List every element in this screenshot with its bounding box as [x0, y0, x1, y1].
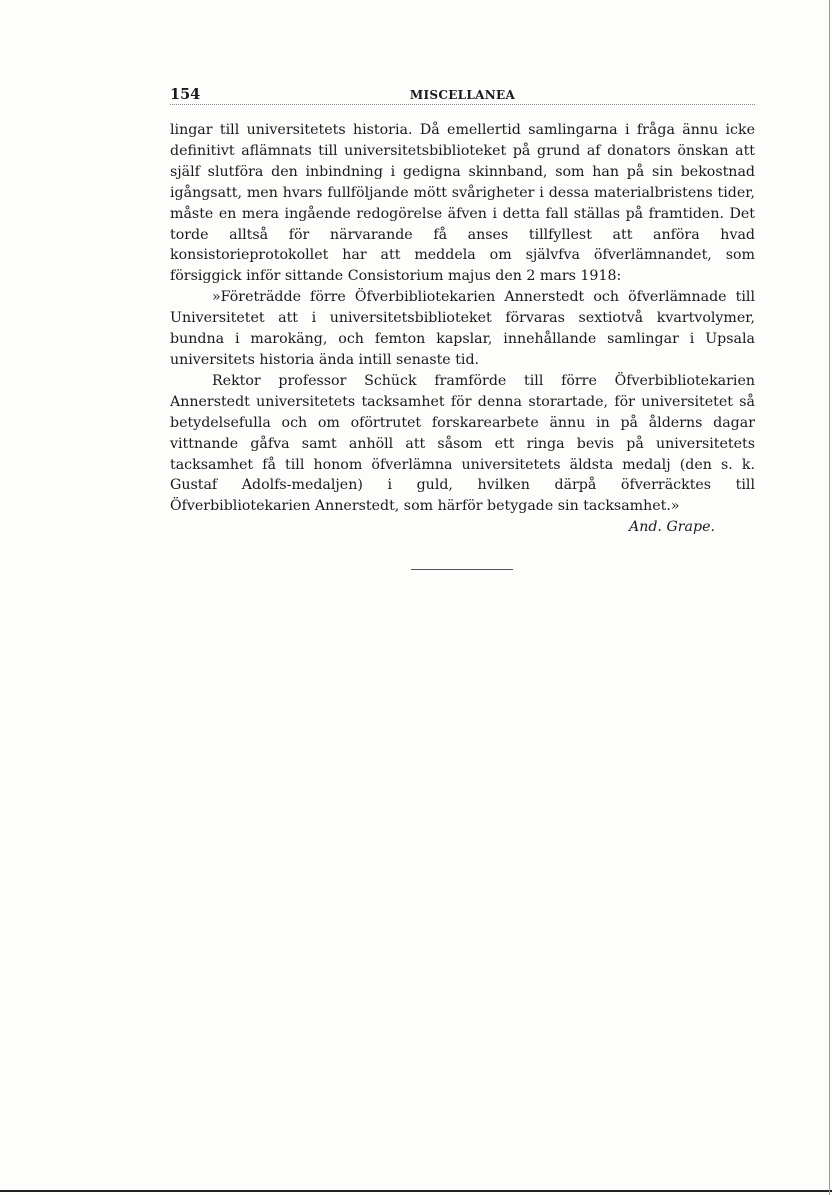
article-body	[170, 120, 755, 538]
running-head: MISCELLANEA	[409, 88, 516, 102]
author-signature: And. Grape.	[628, 519, 715, 536]
header-rule	[170, 104, 755, 105]
right-edge-line	[829, 0, 830, 1195]
page-number: 154	[170, 86, 201, 103]
bottom-edge-rule	[0, 1190, 832, 1192]
page-header	[170, 86, 755, 106]
paragraph-rector: Rektor professor Schück framförde till förre Öfverbibliotekarien Annerstedt universitetets tacksamhet för denna storartade, för universitetet så betydelsefulla och om oförtrutet forskarearbete ännu in på ålderns dagar vittnande gåfva samt anhöll att såsom ett ringa bevis på universitetets tacksamhet få till honom öfverlämna universitetets äldsta medalj (den s. k. Gustaf Adolfs-medaljen) i guld, hvilken därpå öfverräcktes till Öfverbibliotekarien Annerstedt, som härför betygade sin tacksamhet.»	[170, 372, 755, 515]
section-end-rule	[411, 569, 513, 570]
paragraph-continuation: lingar till universitetets historia. Då emellertid samlingarna i fråga ännu icke definitivt aflämnats till universitetsbiblioteket på grund af donators önskan att själf slutföra den inbindning i gedigna skinnband, som han på sin bekostnad igångsatt, men hvars fullföljande mött svårigheter i dessa materialbristens tider, måste en mera ingående redogörelse äfven i detta fall ställas på framtiden. Det torde alltså för närvarande få anses tillfyllest att anföra hvad konsistorieprotokollet har att meddela om självfva öfverlämnandet, som försiggick inför sittande Consistorium majus den 2 mars 1918:	[170, 122, 755, 285]
paragraph-quote: »Företrädde förre Öfverbibliotekarien Annerstedt och öfverlämnade till Universitetet att i universitetsbiblioteket förvaras sextiotvå kvartvolymer, bundna i marokäng, och femton kapslar, innehållande samlingar i Upsala universitets historia ända intill senaste tid.	[170, 289, 755, 368]
